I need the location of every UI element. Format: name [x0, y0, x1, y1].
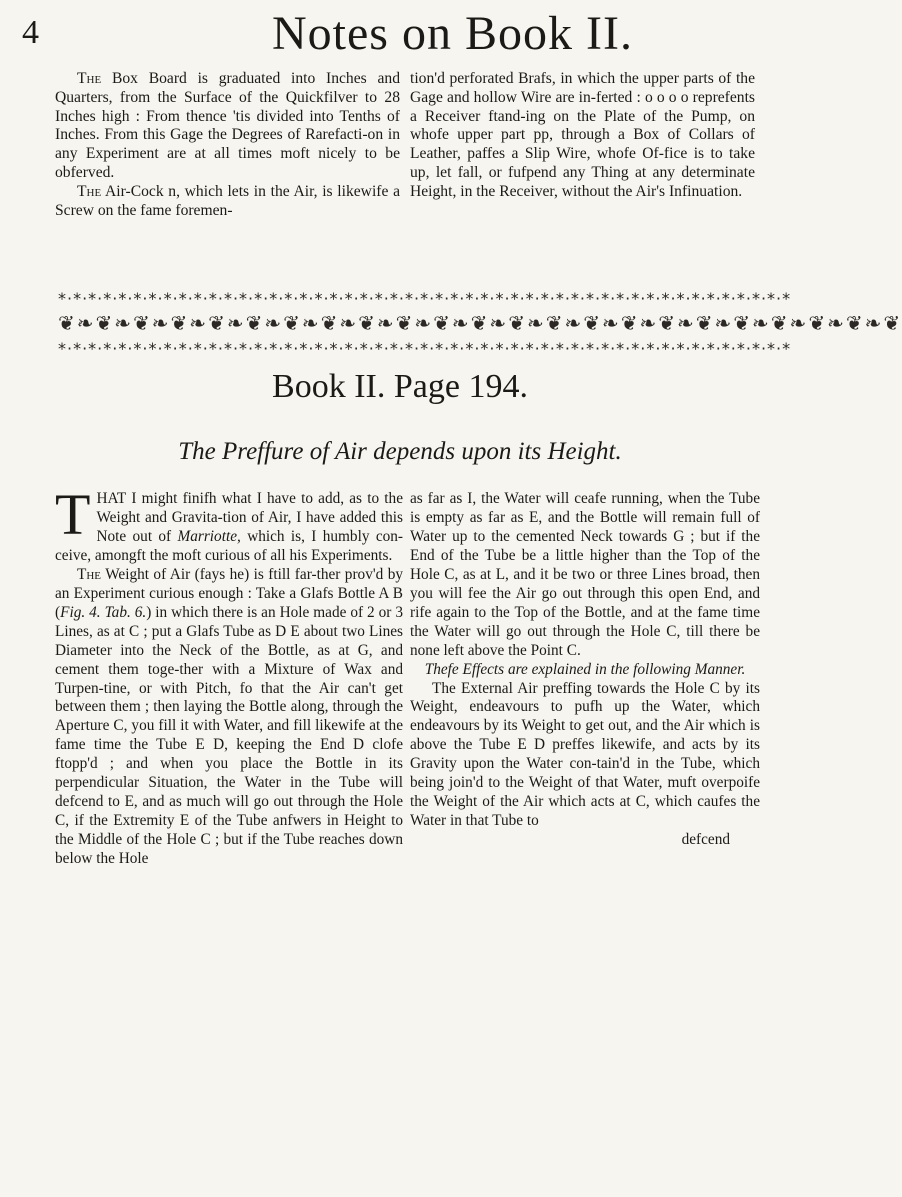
drop-cap: T — [55, 482, 91, 547]
body-right-column — [410, 490, 760, 850]
section-subtitle: The Preffure of Air depends upon its Height. — [178, 438, 622, 465]
book-page-heading: Book II. Page 194. — [272, 368, 528, 405]
paragraph-lead: HAT — [96, 490, 127, 507]
catchword: defcend — [681, 831, 730, 849]
page-number: 4 — [22, 14, 39, 51]
paragraph-lead: The — [77, 70, 102, 87]
top-right-column — [410, 70, 755, 202]
paragraph-lead: The — [77, 182, 102, 200]
ornament-row: *·*·*·*·*·*·*·*·*·*·*·*·*·*·*·*·*·*·*·*·*·*·*·*·*·*·*·*·*·*·*·*·*·*·*·*·*·*·*·*·*·*·*·*·*·*·*·*·* — [58, 289, 792, 308]
paragraph — [55, 482, 403, 566]
figure-reference: Fig. 4. Tab. 6. — [60, 603, 147, 621]
paragraph — [55, 566, 403, 869]
paragraph: tion'd perforated Brafs, in which the upper parts of the Gage and hollow Wire are in-ferted : o o o o reprefents a Receiver ftand-ing on the Plate of the Pump, on whofe upper part pp, through a Box of Collars of Leather, paffes a Slip Wire, whofe Of-fice is to take up, let fall, or fufpend any Thing at any determinate Height, in the Receiver, without the Air's Infinuation. — [410, 70, 755, 200]
paragraph-lead: The — [77, 565, 102, 583]
top-left-column — [55, 70, 400, 220]
paragraph-text: ) in which there is an Hole made of 2 or 3 Lines, as at C ; put a Glafs Tube as D E about two Lines Diameter into the Neck of the Bottle, as at G, and cement them toge-ther with a Mixture of Wax and Turpen-tine, or with Pitch, fo that the Air can't get between them ; then laying the Bottle along, through the Aperture C, you fill it with Water, and fill likewife at the fame time the Tube E D, keeping the End D clofe ftopp'd ; and when you place the Bottle in its perpendicular Situation, the Water in the Tube will defcend to E, and as much will go out through the Hole C, if the Extremity E of the Tube anfwers in Height to the Middle of the Hole C ; but if the Tube reaches down below the Hole — [55, 603, 404, 868]
section-heading: Thefe Effects are explained in the following Manner. — [424, 660, 746, 678]
paragraph — [55, 183, 400, 221]
paragraph: as far as I, the Water will ceafe running, when the Tube is empty as far as E, and the Bottle will remain full of Water up to the cemented Neck towards G ; but if the End of the Tube be a little higher than the Top of the Hole C, as at L, and it be two or three Lines broad, then you will fee the Air go out through this open End, and rife again to the Top of the Bottle, and at the fame time the Water will go out through the Hole C, till there be none left above the Point C. — [410, 490, 760, 659]
ornament-row: ❦❧❦❧❦❧❦❧❦❧❦❧❦❧❦❧❦❧❦❧❦❧❦❧❦❧❦❧❦❧❦❧❦❧❦❧❦❧❦❧❦❧❦❧❦ — [58, 311, 902, 335]
running-title: Notes on Book II. — [272, 7, 633, 60]
paragraph-text: Box Board is graduated into Inches and Quarters, from the Surface of the Quickfilver to 28 Inches high : From thence 'tis divided into Tenths of Inches. From this Gage the Degrees of Rarefacti-on in any Experiment are at all times moft nicely to be obferved. — [55, 70, 400, 181]
paragraph-text: which is, I humbly con-ceive, amongft the moft curious of all his Experiments. — [55, 527, 403, 564]
paragraph-text: Weight of Air (fays he) is ftill far-ther prov'd by an Experiment curious enough : Take a Glafs Bottle A B ( — [55, 565, 403, 621]
body-left-column — [55, 482, 404, 869]
author-name: Marriotte, — [177, 527, 241, 545]
decorative-ornament-band — [58, 286, 902, 362]
running-head — [22, 6, 782, 66]
ornament-row: *·*·*·*·*·*·*·*·*·*·*·*·*·*·*·*·*·*·*·*·*·*·*·*·*·*·*·*·*·*·*·*·*·*·*·*·*·*·*·*·*·*·*·*·*·*·*·*·* — [58, 339, 792, 358]
paragraph — [55, 70, 400, 183]
paragraph-text: Air-Cock n, which lets in the Air, is likewife a Screw on the fame foremen- — [55, 182, 400, 219]
paragraph: The External Air preffing towards the Hole C by its Weight, endeavours to pufh up the Water, which endeavours by its Weight to get out, and the Air which is above the Tube E D preffes likewife, and acts by its Gravity upon the Water con-tain'd in the Tube, which being join'd to the Weight of that Water, muft overpoife the Weight of the Air which acts at C, which caufes the Water in that Tube to — [410, 679, 760, 830]
paragraph-text: I might finifh what I have to add, as to the Weight and Gravita-tion of Air, I have added this Note out of — [96, 490, 403, 545]
